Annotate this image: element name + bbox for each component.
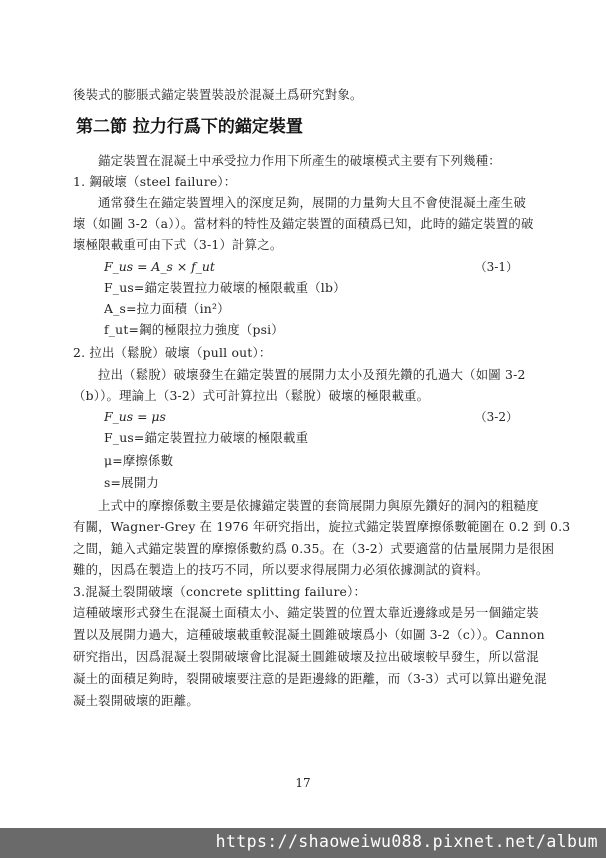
item3-heading: 3.混凝土裂開破壞（concrete splitting failure）： — [73, 584, 367, 599]
item3-line5: 凝土裂開破壞的距離。 — [73, 693, 199, 708]
eq1-definition-fus: F_us=錨定裝置拉力破壞的極限載重（lb） — [104, 280, 346, 295]
item1-line2: 壞（如圖 3-2（a））。當材料的特性及錨定裝置的面積爲已知，此時的錨定裝置的破 — [73, 216, 534, 231]
item1-heading: 1. 鋼破壞（steel failure）： — [73, 174, 237, 189]
item3-line4: 凝土的面積足夠時，裂開破壞要注意的是距邊緣的距離，而（3-3）式可以算出避免混 — [73, 671, 547, 686]
equation-number-3-2: （3-2） — [474, 410, 518, 424]
eq2-definition-mu: μ=摩擦係數 — [104, 453, 174, 468]
intro-line: 後裝式的膨脹式錨定裝置裝設於混凝土爲研究對象。 — [73, 87, 363, 102]
eq2-definition-s: s=展開力 — [104, 475, 159, 490]
eq1-definition-as: A_s=拉力面積（in²） — [104, 301, 230, 316]
equation-number-3-1: （3-1） — [474, 260, 518, 274]
eq1-definition-fut: f_ut=鋼的極限拉力強度（psi） — [104, 322, 284, 337]
watermark-url: https://shaoweiwu088.pixnet.net/album — [215, 832, 598, 851]
item3-line2: 置以及展開力過大，這種破壞載重較混凝土圓錐破壞爲小（如圖 3-2（c））。Cannon — [73, 627, 545, 642]
para-line: 錨定裝置在混凝土中承受拉力作用下所產生的破壞模式主要有下列幾種： — [98, 153, 501, 168]
item2-line5: 之間，鎚入式錨定裝置的摩擦係數約爲 0.35。在（3-2）式要適當的估量展開力是很困 — [73, 541, 555, 556]
item1-line1: 通常發生在錨定裝置埋入的深度足夠，展開的力量夠大且不會使混凝土產生破 — [98, 195, 527, 210]
watermark-bar — [0, 828, 606, 858]
item2-heading: 2. 拉出（鬆脫）破壞（pull out）： — [73, 345, 272, 360]
item1-line3: 壞極限載重可由下式（3-1）計算之。 — [73, 237, 283, 252]
equation-3-1: F_us = A_s × f_ut — [104, 259, 215, 274]
eq2-definition-fus: F_us=錨定裝置拉力破壞的極限載重 — [104, 430, 309, 445]
equation-3-2: F_us = μs — [104, 409, 166, 424]
page-number: 17 — [295, 776, 311, 790]
item2-line3: 上式中的摩擦係數主要是依據錨定裝置的套筒展開力與原先鑽好的洞內的粗糙度 — [98, 498, 539, 513]
item2-line4: 有關，Wagner-Grey 在 1976 年研究指出，旋拉式錨定裝置摩擦係數範圍在 0.2 到 0.3 — [73, 519, 571, 534]
item2-line2: （b））。理論上（3-2）式可計算拉出（鬆脫）破壞的極限載重。 — [73, 388, 430, 403]
section-title: 第二節 拉力行爲下的錨定裝置 — [76, 117, 303, 137]
item3-line3: 研究指出，因爲混凝土裂開破壞會比混凝土圓錐破壞及拉出破壞較早發生，所以當混 — [73, 649, 539, 664]
item2-line6: 難的，因爲在製造上的技巧不同，所以要求得展開力必須依據測試的資料。 — [73, 562, 489, 577]
item2-line1: 拉出（鬆脫）破壞發生在錨定裝置的展開力太小及預先鑽的孔過大（如圖 3-2 — [98, 367, 526, 382]
item3-line1: 這種破壞形式發生在混凝土面積太小、錨定裝置的位置太靠近邊緣或是另一個錨定裝 — [73, 605, 539, 620]
